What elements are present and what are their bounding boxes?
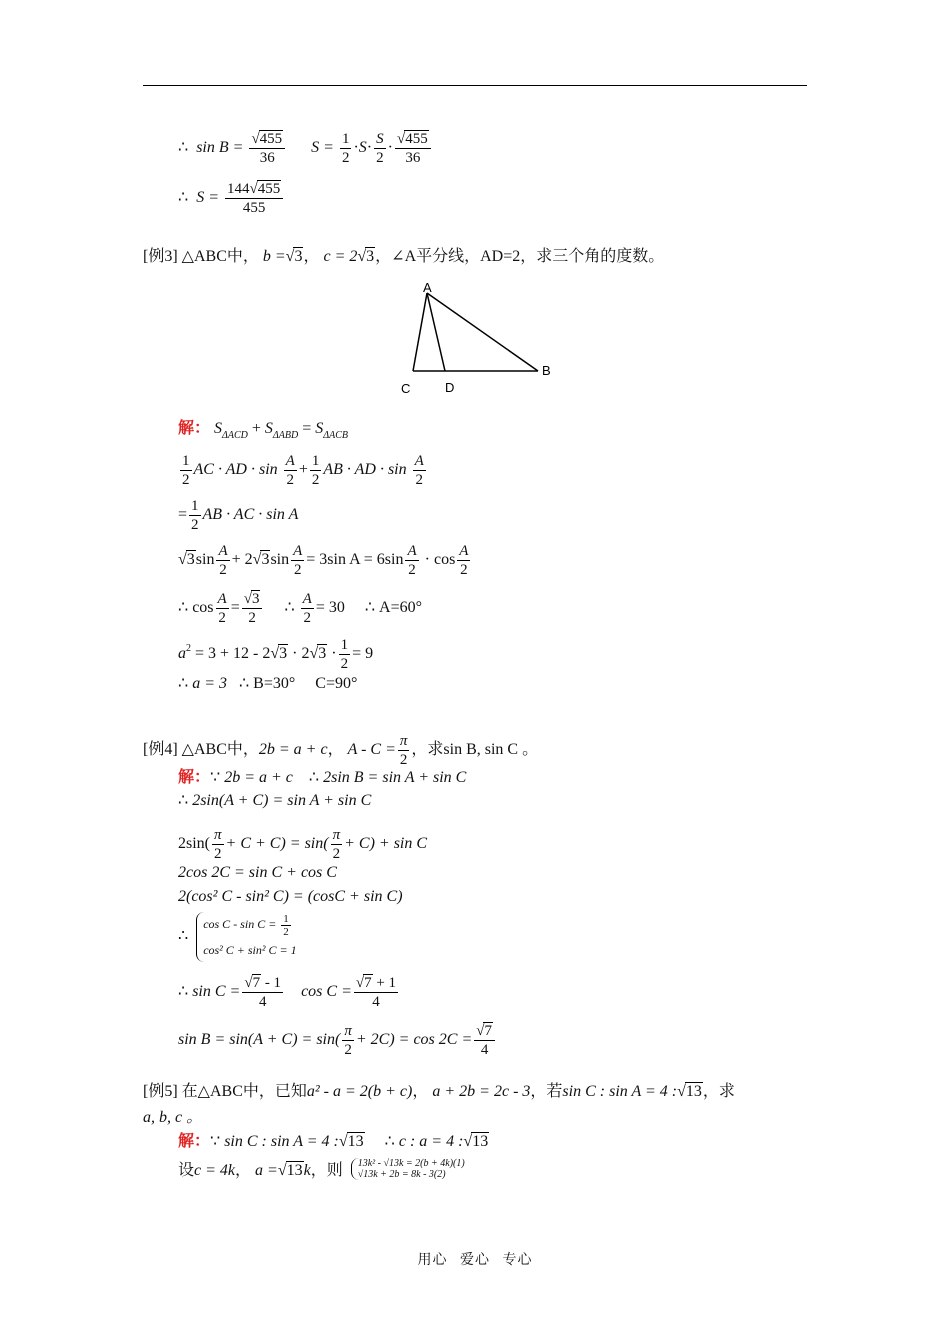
ex4-solution-3: 2sin( $\frac{\pi}{2}$ + C + C) = sin( $\frac{\pi}{2}$ + C) + sin C xyxy=(178,827,428,862)
vertex-b-label: B xyxy=(542,363,551,378)
ex4-solution-1: 解：∵ 2b = a + c ∴ 2sin B = sin A + sin C xyxy=(178,769,467,786)
triangle-figure xyxy=(395,278,565,398)
header-rule xyxy=(143,85,807,86)
ex3-problem: [例3] △ABC中， b =√3， c = 2√3，∠A平分线，AD=2，求三个角的度数。 xyxy=(143,248,665,265)
equation-system-2: 13k² - √13k = 2(b + 4k)(1) √13k + 2b = 8k - 3(2) xyxy=(351,1158,465,1180)
ex3-solution-3: = $\frac{1}{2}$ AB · AC · sin A xyxy=(178,498,299,533)
ex5-solution-2: 设c = 4k， a =√13k，则 13k² - √13k = 2(b + 4k)(1) √13k + 2b = 8k - 3(2) xyxy=(178,1158,465,1180)
ex4-solution-4: 2cos 2C = sin C + cos C xyxy=(178,864,337,881)
ex4-solution-6: ∴ sin C = $\frac{√7 - 1}{4}$ cos C = $\frac{√7 + 1}{4}$ xyxy=(178,975,397,1010)
ex2-sinB-line: ∴ sin B = $\frac{√455}{36}$ S = $\frac{1}{2}$ ·S· $\frac{S}{2}$ · $\frac{√455}{36}$ xyxy=(178,130,433,167)
ex4-solution-system: ∴ cos C - sin C = $\frac{1}{2}$ cos² C + sin² C = 1 xyxy=(178,912,297,962)
ex3-solution-2: $\frac{1}{2}$ AC · AD · sin $\frac{A}{2}$ + $\frac{1}{2}$ AB · AD · sin $\frac{A}{2}$ xyxy=(182,453,424,488)
ex3-solution-4: √3sin $\frac{A}{2}$ + 2√3sin $\frac{A}{2}$ = 3sin A = 6sin $\frac{A}{2}$ · cos $\frac{A}{2}$ xyxy=(178,543,469,578)
ex5-problem-1: [例5] 在△ABC中，已知a² - a = 2(b + c)， a + 2b = 2c - 3，若sin C : sin A = 4 :√13，求 xyxy=(143,1083,735,1100)
ex3-solution-7: ∴ a = 3 ∴ B=30° C=90° xyxy=(178,675,358,692)
ex4-solution-2: ∴ 2sin(A + C) = sin A + sin C xyxy=(178,792,372,809)
equation-system: cos C - sin C = $\frac{1}{2}$ cos² C + sin² C = 1 xyxy=(196,912,296,962)
ex4-solution-5: 2(cos² C - sin² C) = (cosC + sin C) xyxy=(178,888,403,905)
ex3-solution-6: $a^2 = 3 + 12 - 2√3 \cdot 2√3$ · $\frac{1}{2}$ = 9 xyxy=(178,637,374,672)
vertex-a-label: A xyxy=(423,280,432,295)
ex4-solution-7: sin B = sin(A + C) = sin( $\frac{\pi}{2}$ + 2C) = cos 2C = $\frac{√7}{4}$ xyxy=(178,1022,497,1059)
ex3-solution-1: 解： $S_{\Delta ACD} + S_{\Delta ABD} = S_{\Delta ACB}$ xyxy=(178,420,349,441)
vertex-c-label: C xyxy=(401,381,411,396)
ex2-area-line: ∴ S = $\frac{144√455}{455}$ xyxy=(178,180,285,217)
ex3-solution-5: ∴ cos $\frac{A}{2}$ = $\frac{√3}{2}$ ∴ $\frac{A}{2}$ = 30 ∴ A=60° xyxy=(178,591,423,626)
vertex-d-label: D xyxy=(445,380,455,395)
ex5-problem-2: a, b, c 。 xyxy=(143,1109,203,1126)
ex5-solution-1: 解：∵ sin C : sin A = 4 :√13 ∴ c : a = 4 :√13 xyxy=(178,1133,489,1150)
ex4-problem: [例4] △ABC中，2b = a + c， A - C = $\frac{\pi}{2}$ ，求sin B, sin C 。 xyxy=(143,733,539,768)
page-footer: 用心 爱心 专心 xyxy=(417,1253,533,1268)
